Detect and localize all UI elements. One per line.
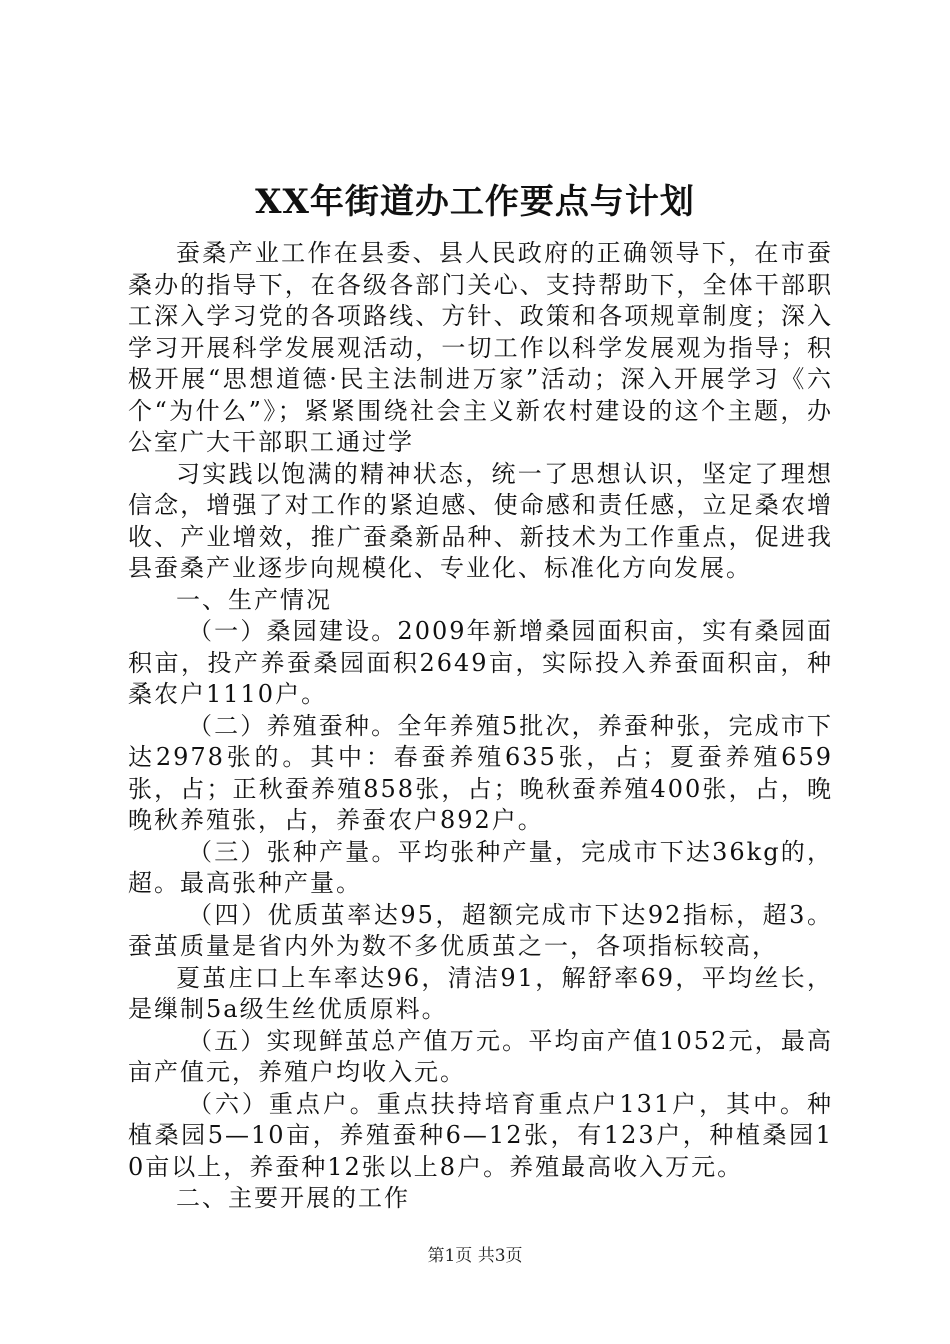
document-body [128,238,833,1215]
paragraph: （五）实现鲜茧总产值万元。平均亩产值1052元，最高亩产值元，养殖户均收入元。 [128,1026,833,1086]
paragraph: 蚕桑产业工作在县委、县人民政府的正确领导下，在市蚕桑办的指导下，在各级各部门关心、支持帮助下，全体干部职工深入学习党的各项路线、方针、政策和各项规章制度；深入学习开展科学发展观活动，一切工作以科学发展观为指导；积极开展“思想道德·民主法制进万家”活动；深入开展学习《六个“为什么”》；紧紧围绕社会主义新农村建设的这个主题，办公室广大干部职工通过学 [128,239,833,456]
paragraph: （三）张种产量。平均张种产量，完成市下达36kg的，超。最高张种产量。 [128,837,833,897]
paragraph: 夏茧庄口上车率达96，清洁91，解舒率69，平均丝长，是缫制5a级生丝优质原料。 [128,963,833,1023]
page-number-footer: 第1页 共3页 [427,1246,523,1266]
paragraph: （四）优质茧率达95，超额完成市下达92指标，超3。蚕茧质量是省内外为数不多优质茧之一，各项指标较高， [128,900,833,960]
document-title: XX年街道办工作要点与计划 [255,182,695,222]
paragraph: （六）重点户。重点扶持培育重点户131户，其中。种植桑园5—10亩，养殖蚕种6—12张，有123户，种植桑园10亩以上，养蚕种12张以上8户。养殖最高收入万元。 [128,1089,833,1181]
section-heading: 一、生产情况 [176,585,332,614]
paragraph: 习实践以饱满的精神状态，统一了思想认识，坚定了理想信念，增强了对工作的紧迫感、使命感和责任感，立足桑农增收、产业增效，推广蚕桑新品种、新技术为工作重点，促进我县蚕桑产业逐步向规模化、专业化、标准化方向发展。 [128,459,833,582]
paragraph: （二）养殖蚕种。全年养殖5批次，养蚕种张，完成市下达2978张的。其中：春蚕养殖635张，占；夏蚕养殖659张，占；正秋蚕养殖858张，占；晚秋蚕养殖400张，占，晚晚秋养殖张，占，养蚕农户892户。 [128,711,833,834]
paragraph: （一）桑园建设。2009年新增桑园面积亩，实有桑园面积亩，投产养蚕桑园面积2649亩，实际投入养蚕面积亩，种桑农户1110户。 [128,617,833,708]
section-heading: 二、主要开展的工作 [176,1184,410,1212]
